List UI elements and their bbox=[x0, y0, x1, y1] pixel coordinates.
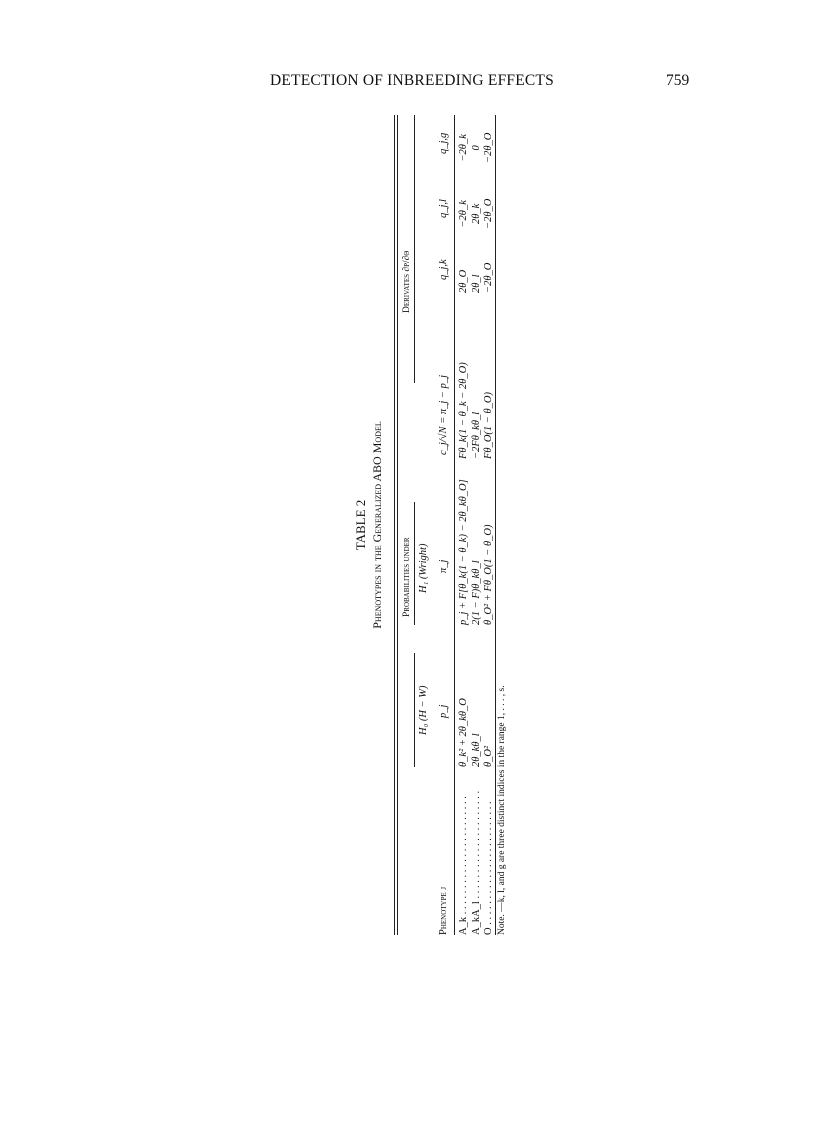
table-cell: 2θ_O bbox=[458, 269, 469, 293]
table-cell: 2θ_l bbox=[470, 274, 482, 293]
table-cell: θ_k² + 2θ_kθ_O bbox=[458, 698, 469, 767]
derivates-underline bbox=[414, 115, 415, 383]
pij-column bbox=[458, 479, 495, 625]
table-cell: −2θ_O bbox=[483, 198, 494, 229]
table-cell: θ_O² bbox=[483, 745, 494, 767]
table-cell: −2θ_O bbox=[483, 132, 494, 163]
table-cell: −2θ_k bbox=[458, 134, 469, 162]
table-cell: Fθ_k(1 − θ_k − 2θ_O) bbox=[458, 362, 469, 459]
running-head: DETECTION OF INBREEDING EFFECTS bbox=[270, 72, 554, 89]
table-cell: Fθ_O(1 − θ_O) bbox=[483, 392, 494, 459]
cj-header: c_j/√N = π_j − p_j bbox=[438, 374, 449, 455]
qjg-column bbox=[458, 133, 495, 163]
qjg-header: q_j,g bbox=[438, 132, 449, 154]
probabilities-under-header: Probabilities under bbox=[402, 537, 412, 617]
top-rule-1 bbox=[394, 115, 395, 935]
table-subtitle: Phenotypes in the Generalized ABO Model bbox=[370, 421, 384, 629]
pj-column bbox=[458, 698, 495, 767]
h0-underline bbox=[414, 653, 415, 767]
header-rule bbox=[454, 115, 455, 935]
phenotype-header: Phenotype j bbox=[438, 886, 449, 935]
table-cell: 2θ_k bbox=[470, 203, 482, 224]
top-rule-2 bbox=[397, 115, 398, 935]
pj-header: p_j bbox=[438, 704, 449, 718]
table-cell: θ_O² + Fθ_O(1 − θ_O) bbox=[483, 524, 494, 625]
table-cell: 0 bbox=[470, 145, 482, 151]
qjk-column bbox=[458, 263, 495, 293]
table-cell: −2θ_k bbox=[458, 200, 469, 228]
qjk-header: q_j,k bbox=[438, 259, 449, 280]
table-cell: 2(1 − F)θ_kθ_l bbox=[470, 560, 482, 625]
table-cell: p_j + F[θ_k(1 − θ_k) − 2θ_kθ_O] bbox=[458, 479, 469, 625]
h1-header: H₁ (Wright) bbox=[418, 543, 429, 593]
table-cell: O . . . . . . . . . . . . . . . . . . . . . . . . bbox=[483, 801, 494, 935]
phenotype-column bbox=[458, 791, 495, 935]
table-cell: −2Fθ_kθ_l bbox=[470, 411, 482, 459]
table-cell: A_k . . . . . . . . . . . . . . . . . . . . . . . bbox=[458, 796, 469, 935]
h0-header: H₀ (H − W) bbox=[418, 685, 429, 735]
rotated-table bbox=[350, 115, 506, 935]
cj-column bbox=[458, 362, 495, 459]
h1-underline bbox=[414, 502, 415, 625]
table-cell: A_kA_l . . . . . . . . . . . . . . . . . . . . . bbox=[470, 790, 482, 935]
page-number: 759 bbox=[666, 72, 690, 89]
qjl-header: q_j,l bbox=[438, 199, 449, 218]
table-cell: 2θ_kθ_l bbox=[470, 733, 482, 767]
table-title: TABLE 2 bbox=[353, 499, 368, 551]
table-note: Note. —k, l, and g are three distinct indices in the range 1, . . . , s. bbox=[497, 685, 507, 935]
qjl-column bbox=[458, 199, 495, 229]
derivates-header: Derivates ∂p/∂θ bbox=[402, 250, 412, 313]
pij-header: π_j bbox=[438, 559, 449, 573]
table-cell: −2θ_O bbox=[483, 262, 494, 293]
bottom-rule bbox=[495, 115, 496, 935]
